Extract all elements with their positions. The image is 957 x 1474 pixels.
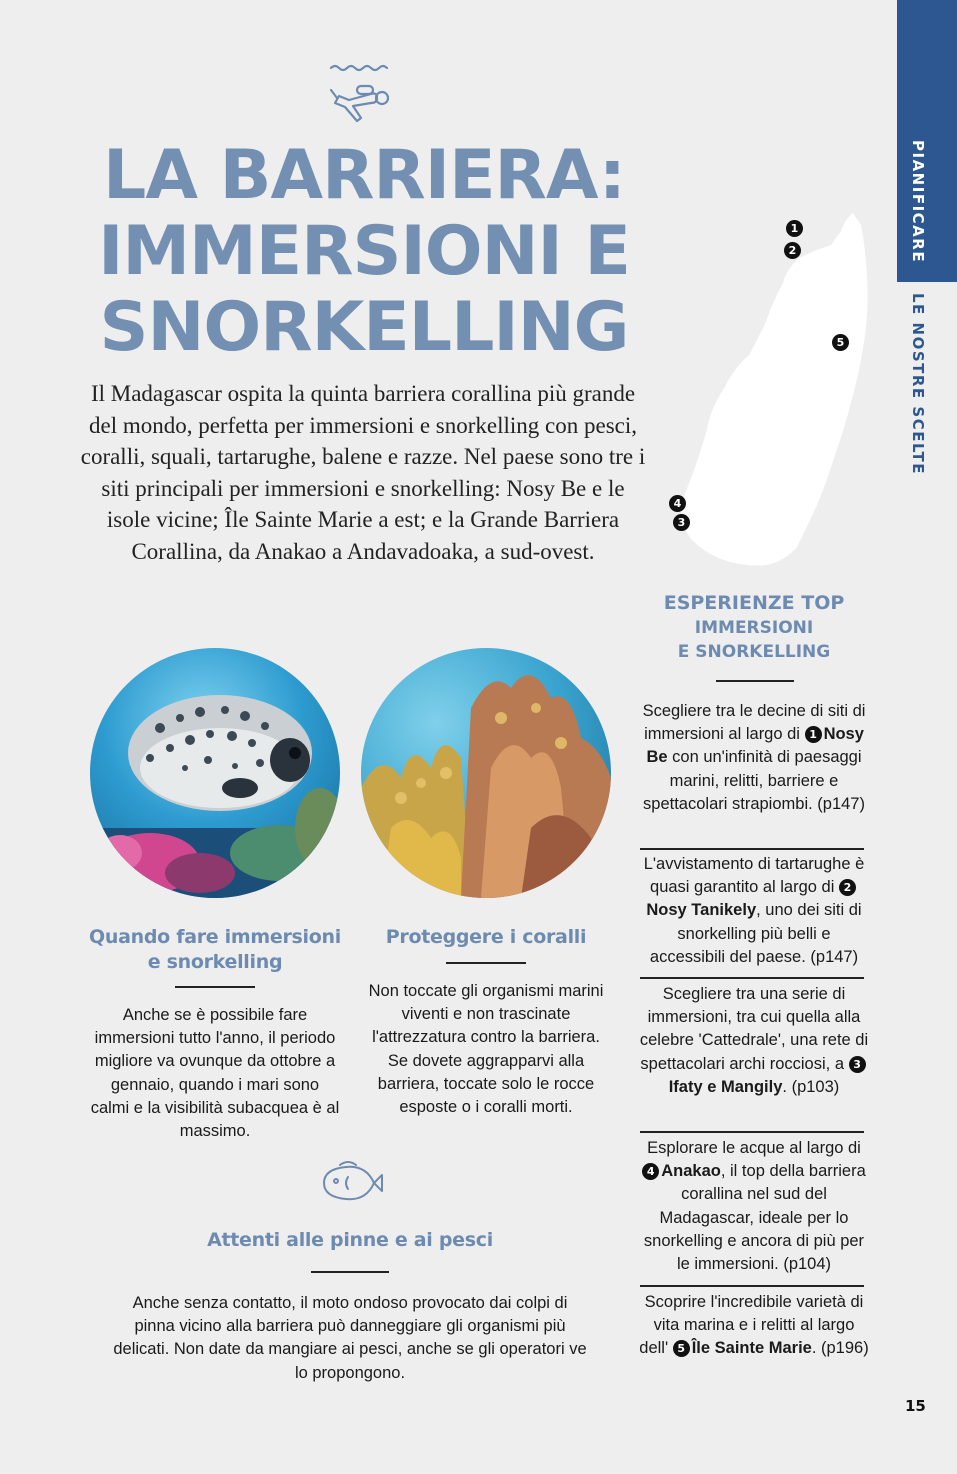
coral-photo	[361, 648, 611, 898]
top-item-2-text: L'avvistamento di tartarughe è quasi garantito al largo di	[643, 855, 865, 897]
item-divider	[640, 977, 864, 979]
diver-icon	[325, 58, 395, 126]
map-marker-1: 1	[786, 220, 803, 237]
top-item-1	[638, 700, 870, 816]
top-item-5-place: Île Sainte Marie	[691, 1339, 812, 1358]
top-item-2-number: 2	[839, 879, 856, 896]
top-item-3-number: 3	[849, 1056, 866, 1073]
page-number: 15	[905, 1397, 926, 1415]
madagascar-map	[655, 205, 875, 585]
top-item-3	[638, 983, 870, 1099]
when-heading-line-1: Quando fare immersioni	[89, 926, 341, 948]
when-heading	[80, 925, 350, 975]
title-line-2: IMMERSIONI E	[98, 212, 630, 291]
side-tab-planning: PIANIFICARE	[909, 140, 927, 264]
top-item-5-number: 5	[673, 1340, 690, 1357]
top-item-4-text: Esplorare le acque al largo di	[647, 1139, 861, 1157]
top-item-3-rest: . (p103)	[782, 1077, 840, 1096]
protect-heading: Proteggere i coralli	[385, 926, 587, 948]
intro-paragraph: Il Madagascar ospita la quinta barriera corallina più grande del mondo, perfetta per immersioni e snorkelling con pesci, coralli, squali, tartarughe, balene e razze. Nel paese sono tre i siti principali per immersioni e snorkelling: Nosy Be e le isole vicine; Île Sainte Marie a est; e la Grande Barriera Corallina, da Anakao a Andavadoaka, a sud-ovest.	[80, 381, 646, 564]
when-body: Anche se è possibile fare immersioni tutto l'anno, il periodo migliore va ovunque da ottobre a gennaio, quando i mari sono calmi e la visibilità subacquea è al massimo.	[90, 1006, 340, 1141]
fish-icon	[318, 1157, 384, 1207]
top-experiences-subtitle-1: IMMERSIONI	[694, 618, 814, 638]
side-tab	[897, 0, 957, 282]
top-experiences-subtitle-2: E SNORKELLING	[677, 642, 831, 662]
protect-divider	[446, 962, 526, 964]
top-item-5-text: Scoprire l'incredibile varietà di vita marina e i relitti al largo dell'	[639, 1293, 864, 1358]
map-marker-2: 2	[784, 242, 801, 259]
when-heading-line-2: e snorkelling	[147, 951, 283, 973]
item-divider	[640, 1285, 864, 1287]
top-divider	[716, 680, 794, 682]
top-item-4	[638, 1137, 870, 1276]
fins-heading: Attenti alle pinne e ai pesci	[207, 1229, 493, 1251]
fins-body: Anche senza contatto, il moto ondoso provocato dai colpi di pinna vicino alla barriera può danneggiare gli organismi più delicati. Non date da mangiare ai pesci, anche se gli operatori ve lo propongono.	[113, 1294, 587, 1382]
title-line-1: LA BARRIERA:	[102, 136, 625, 215]
map-marker-3: 3	[673, 514, 690, 531]
item-divider	[640, 1131, 864, 1133]
top-item-1-rest: con un'infinità di paesaggi marini, relitti, barriere e spettacolari strapiombi. (p147)	[643, 748, 865, 813]
page-title	[60, 138, 668, 366]
map-marker-4: 4	[669, 495, 686, 512]
top-item-5	[638, 1291, 870, 1361]
map-marker-5: 5	[832, 334, 849, 351]
top-item-2-place: Nosy Tanikely	[646, 901, 757, 920]
fins-divider	[311, 1271, 389, 1273]
protect-body: Non toccate gli organismi marini viventi e non trascinate l'attrezzatura contro la barriera. Se dovete aggrapparvi alla barriera, toccate solo le rocce esposte o i coralli morti.	[368, 982, 604, 1117]
top-item-4-rest: , il top della barriera corallina nel sud del Madagascar, ideale per lo snorkelling e ancora di più per le immersioni. (p104)	[643, 1162, 866, 1274]
pufferfish-photo	[90, 648, 340, 898]
title-line-3: SNORKELLING	[99, 288, 629, 367]
top-item-2	[638, 853, 870, 969]
top-experiences-heading	[646, 590, 862, 664]
top-item-4-place: Anakao	[661, 1162, 721, 1181]
top-item-1-place: Nosy Be	[646, 725, 864, 767]
top-item-4-number: 4	[642, 1163, 659, 1180]
top-experiences-title: ESPERIENZE TOP	[663, 592, 845, 614]
when-divider	[175, 986, 255, 988]
top-item-3-text: Scegliere tra una serie di immersioni, tra cui quella alla celebre 'Cattedrale', una rete di spettacolari archi rocciosi, a	[639, 985, 869, 1073]
item-divider	[640, 848, 864, 850]
top-item-1-text: Scegliere tra le decine di siti di immersioni al largo di	[642, 702, 866, 744]
top-item-1-number: 1	[805, 726, 822, 743]
top-item-2-rest: , uno dei siti di snorkelling più belli e accessibili del paese. (p147)	[649, 901, 862, 966]
side-tab-our-picks: LE NOSTRE SCELTE	[909, 293, 927, 475]
top-item-5-rest: . (p196)	[811, 1339, 869, 1358]
top-item-3-place: Ifaty e Mangily	[668, 1077, 783, 1096]
